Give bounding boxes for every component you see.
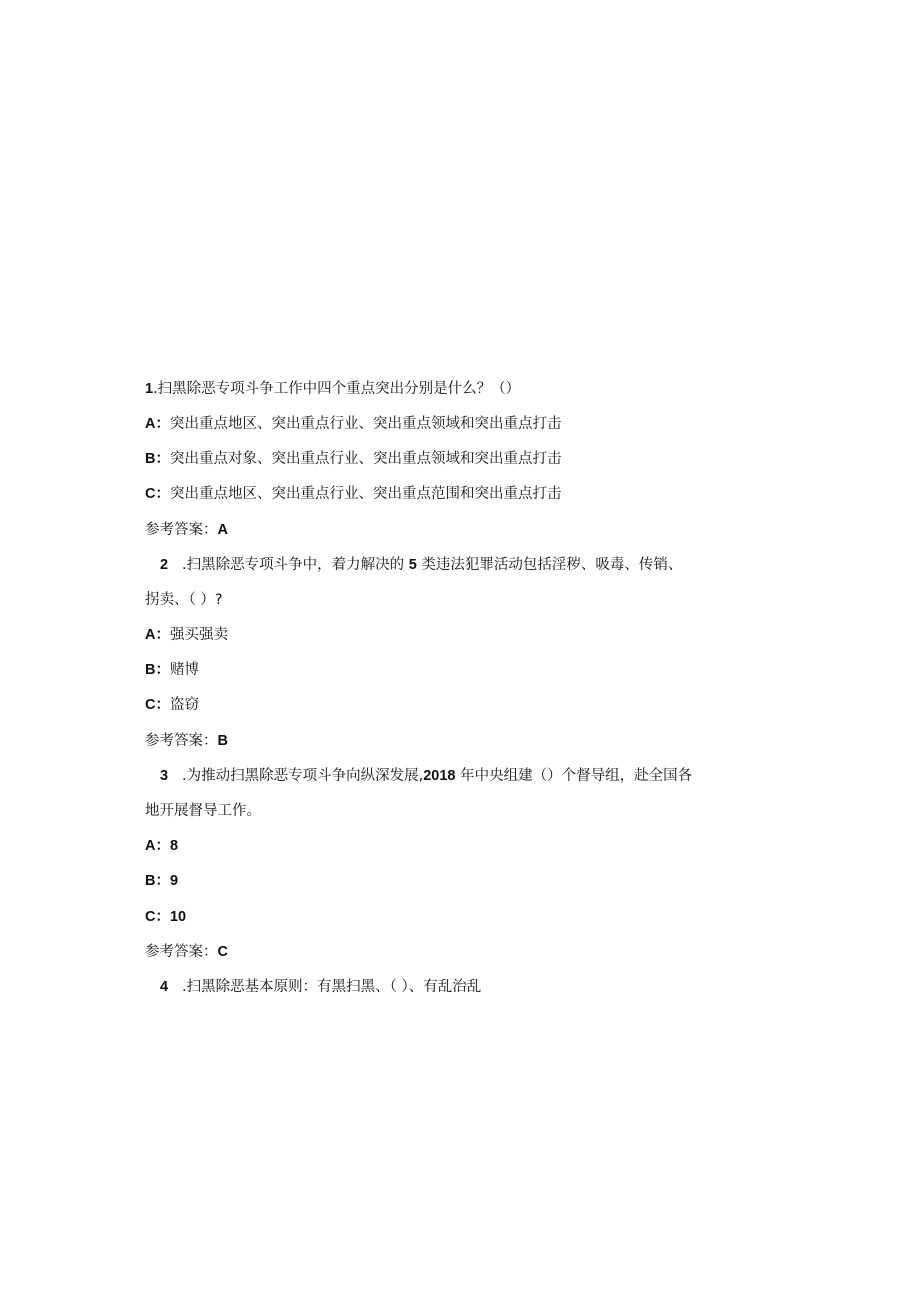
option-label: A： [145, 627, 170, 643]
option-text: 突出重点对象、突出重点行业、突出重点领域和突出重点打击 [169, 451, 562, 467]
answer [145, 731, 228, 751]
answer-value: A [217, 522, 228, 538]
option-text: 突出重点地区、突出重点行业、突出重点领域和突出重点打击 [169, 416, 562, 432]
option-b [145, 660, 199, 680]
answer-value: C [217, 944, 228, 960]
question-2 [160, 555, 682, 575]
option-text: 9 [169, 873, 179, 889]
option-text: 盗窃 [169, 697, 199, 713]
option-text: 10 [169, 909, 187, 925]
option-label: B： [145, 662, 170, 678]
question-number-inline: 5 [408, 557, 417, 573]
answer-value: B [217, 733, 228, 749]
question-text: 类违法犯罪活动包括淫秽、吸毒、传销、 [421, 557, 683, 573]
option-a [145, 625, 228, 645]
option-label: A： [145, 416, 170, 432]
answer [145, 942, 228, 962]
option-text: 突出重点地区、突出重点行业、突出重点范围和突出重点打击 [169, 486, 562, 502]
option-label: B： [145, 451, 170, 467]
option-text: 8 [169, 838, 179, 854]
question-4 [160, 977, 481, 997]
answer [145, 520, 228, 540]
question-year: 2018 [423, 768, 456, 784]
option-b [145, 449, 561, 469]
question-number: 2 [160, 557, 169, 573]
option-c [145, 907, 186, 927]
option-b [145, 871, 178, 891]
question-text: .扫黑除恶专项斗争工作中四个重点突出分别是什么？（） [153, 381, 521, 397]
option-text: 赌博 [169, 662, 199, 678]
option-label: B： [145, 873, 170, 889]
option-label: C： [145, 909, 170, 925]
option-text: 强买强卖 [169, 627, 228, 643]
question-number: 4 [160, 979, 169, 995]
question-number: 1 [145, 381, 154, 397]
option-a [145, 836, 178, 856]
answer-label: 参考答案： [145, 944, 218, 960]
option-c [145, 484, 561, 504]
question-text: .扫黑除恶专项斗争中，着力解决的 [182, 557, 405, 573]
answer-label: 参考答案： [145, 733, 218, 749]
option-c [145, 695, 199, 715]
question-3 [160, 766, 692, 786]
question-text: .为推动扫黑除恶专项斗争向纵深发展, [182, 768, 424, 784]
question-number: 3 [160, 768, 169, 784]
question-1 [145, 379, 520, 399]
option-label: C： [145, 697, 170, 713]
option-a [145, 414, 561, 434]
question-text: 年中央组建（）个督导组，赴全国各 [460, 768, 693, 784]
answer-label: 参考答案： [145, 522, 218, 538]
option-label: A： [145, 838, 170, 854]
question-3-line2: 地开展督导工作。 [145, 803, 261, 819]
question-text: .扫黑除恶基本原则：有黑扫黑、（ ）、有乱治乱 [182, 979, 482, 995]
question-2-line2: 拐卖、（ ）? [145, 592, 223, 608]
option-label: C： [145, 486, 170, 502]
